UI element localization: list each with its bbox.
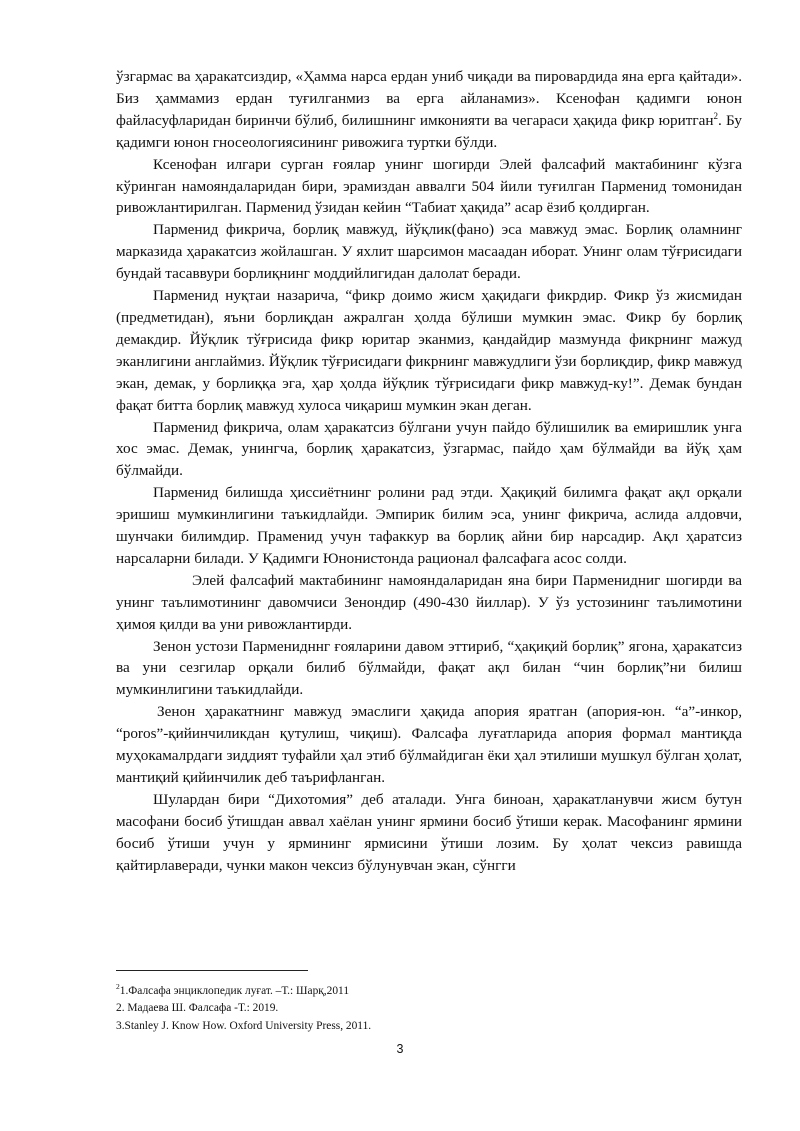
footnote: 2. Мадаева Ш. Фалсафа -Т.: 2019. bbox=[116, 1002, 279, 1015]
paragraph: Шулардан бири “Дихотомия” деб аталади. Унга биноан, ҳаракатланувчи жисм бутун масофани босиб ўтишдан аввал хаёлан унинг ярмини босиб ўтиши керак. Масофанинг ярмини босиб ўтиши учун у ярмининг ярмисини ўтиши лозим. Бу ҳолат чексиз равишда қайтирлаверади, чунки макон чексиз бўлунувчан экан, сўнгги bbox=[116, 790, 742, 874]
paragraph: ўзгармас ва ҳаракатсиздир, «Ҳамма нарса ердан униб чиқади ва пировардида яна ерга қайтади». Биз ҳаммамиз ердан туғилганмиз ва ерга айланамиз». Ксенофан қадимги юнон файласуфларидан биринчи бўлиб, билишнинг имконияти ва чегараси ҳақида фикр юритган$^2$. Бу қадимги юнон гносеологиясининг ривожига туртки бўлди. bbox=[116, 68, 742, 151]
paragraph: Парменид нуқтаи назарича, “фикр доимо жисм ҳақидаги фикрдир. Фикр ўз жисмидан (предметидан), яъни борлиқдан ажралган ҳолда бўлиши мумкин эмас. Фикр бу борлиқ демакдир. Йўқлик тўғрисида фикр юритар эканмиз, қандайдир мазмунда фикрнинг мажуд эканлигини англаймиз. Йўқлик тўғрисидаги фикрнинг мавжудлиги ўзи борлиқдир, фикр мавжуд экан, демак, у борлиққа эга, ҳар ҳолда йўқлик тўғрисидаги фикр мавжуд-ку!”. Демак бундан фақат битта борлиқ мавжуд хулоса чиқариш мумкин экан деган. bbox=[116, 287, 742, 414]
paragraph: Парменид фикрича, олам ҳаракатсиз бўлгани учун пайдо бўлишилик ва емиришлик унга хос эмас. Демак, унингча, борлиқ ҳаракатсиз, ўзгармас, пайдо ҳам бўлмайди ва йўқ ҳам бўлмайди. bbox=[116, 418, 742, 480]
footnotes bbox=[116, 983, 742, 1035]
footnote-separator bbox=[116, 970, 308, 971]
paragraph: Элей фалсафий мактабининг намояндаларидан яна бири Парменидниг шогирди ва унинг таълимотининг давомчиси Зенондир (490-430 йиллар). У ўз устозининг таълимотини ҳимоя қилди ва уни ривожлантирди. bbox=[116, 571, 742, 633]
paragraph: Парменид билишда ҳиссиётнинг ролини рад этди. Ҳақиқий билимга фақат ақл орқали эришиш мумкинлигини таъкидлайди. Эмпирик билим эса, унинг фикрича, аслида алдовчи, шунчаки билимдир. Праменид учун тафаккур ва борлиқ айни бир нарсадир. Ақл ҳаратсиз нарсаларни билади. У Қадимги Юнонистонда рационал фалсафага асос солди. bbox=[116, 484, 742, 567]
page-number: 3 bbox=[396, 1042, 404, 1056]
footnote: 3.Stanley J. Know How. Oxford University Press, 2011. bbox=[116, 1019, 372, 1032]
paragraph: Парменид фикрича, борлиқ мавжуд, йўқлик(фано) эса мавжуд эмас. Борлиқ оламнинг марказида ҳаракатсиз жойлашган. У яхлит шарсимон масаадан иборат. Унинг олам тўғрисидаги бундай тасаввури борлиқнинг моддийлигидан далолат беради. bbox=[116, 221, 742, 283]
footnote: $^2$1.Фалсафа энциклопедик луғат. –Т.: Шарқ,2011 bbox=[116, 982, 350, 997]
paragraph: Зенон ҳаракатнинг мавжуд эмаслиги ҳақида апория яратган (апория-юн. “а”-инкор, “poros”-қийинчиликдан қутулиш, чиқиш). Фалсафа луғатларида апория формал мантиқда муҳокамалрдаги зиддият туфайли ҳал этиб бўлмайдиган ёки ҳал этилиши мушкул бўлган ҳолат, мантиқий қийинчилик деб таърифланган. bbox=[116, 703, 742, 786]
paragraph: Ксенофан илгари сурган ғоялар унинг шогирди Элей фалсафий мактабининг кўзга кўринган намояндаларидан бири, эрамиздан аввалги 504 йили туғилган Парменид томонидан ривожлантирилган. Парменид ўзидан кейин “Табиат ҳақида” асар ёзиб қолдирган. bbox=[116, 155, 742, 217]
paragraph: Зенон устози Парменидннг ғояларини давом эттириб, “ҳақиқий борлиқ” ягона, ҳаракатсиз ва уни сезгилар орқали билиб бўлмайди, фақат ақл билан “чин борлиқ”ни билиш мумкинлигини таъкидлайди. bbox=[116, 637, 742, 699]
footnote-marker: 2 bbox=[116, 982, 120, 992]
footnote-reference: 2 bbox=[713, 110, 718, 121]
body-text bbox=[116, 66, 742, 877]
